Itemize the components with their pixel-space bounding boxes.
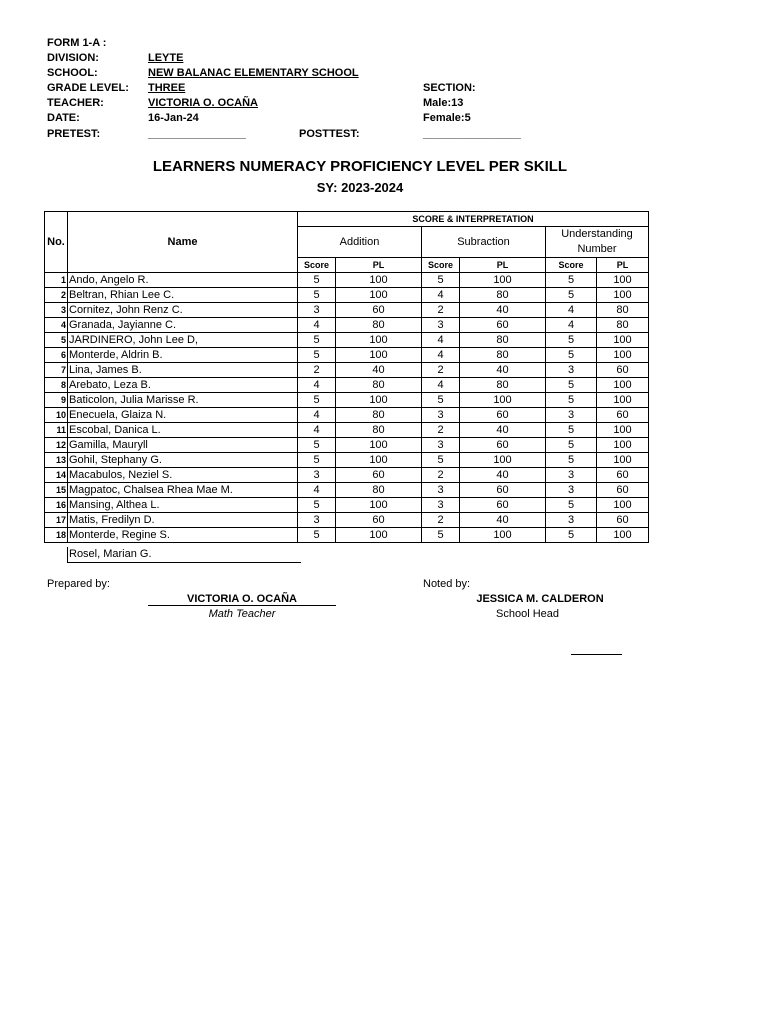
division-value: LEYTE: [148, 52, 184, 64]
table-row: [45, 453, 649, 468]
score-cell: 5: [298, 348, 336, 363]
score-cell: 3: [546, 513, 597, 528]
pl-cell: 60: [597, 513, 649, 528]
pl-cell: 100: [460, 273, 546, 288]
school-value: NEW BALANAC ELEMENTARY SCHOOL: [148, 67, 359, 79]
row-number: 17: [45, 513, 68, 528]
pl-cell: 100: [460, 393, 546, 408]
pl-cell: 100: [336, 273, 422, 288]
score-subheader: Score: [298, 258, 336, 273]
score-cell: 2: [422, 423, 460, 438]
extra-student-name: Rosel, Marian G.: [67, 547, 301, 563]
row-number: 6: [45, 348, 68, 363]
row-number: 14: [45, 468, 68, 483]
section-label: SECTION:: [423, 82, 476, 94]
student-name: Granada, Jayianne C.: [68, 318, 298, 333]
posttest-blank: ________________: [423, 128, 521, 140]
pl-cell: 100: [336, 333, 422, 348]
pl-cell: 80: [336, 483, 422, 498]
pl-cell: 100: [597, 333, 649, 348]
pl-cell: 100: [336, 498, 422, 513]
score-cell: 4: [546, 303, 597, 318]
pretest-label: PRETEST:: [47, 128, 101, 140]
pl-cell: 80: [336, 318, 422, 333]
date-label: DATE:: [47, 112, 80, 124]
pl-cell: 60: [597, 483, 649, 498]
pl-cell: 100: [336, 438, 422, 453]
table-row: [45, 483, 649, 498]
score-cell: 3: [298, 303, 336, 318]
table-row: [45, 528, 649, 543]
table-row: [45, 318, 649, 333]
score-cell: 3: [546, 408, 597, 423]
pl-cell: 40: [460, 513, 546, 528]
teacher-value: VICTORIA O. OCAÑA: [148, 97, 259, 109]
row-number: 9: [45, 393, 68, 408]
pl-cell: 40: [460, 468, 546, 483]
pl-cell: 60: [460, 408, 546, 423]
table-row: [45, 333, 649, 348]
prepared-by-label: Prepared by:: [47, 578, 110, 590]
pl-cell: 40: [460, 363, 546, 378]
student-name: Macabulos, Neziel S.: [68, 468, 298, 483]
name-header: Name: [68, 212, 298, 273]
score-cell: 3: [422, 483, 460, 498]
score-cell: 4: [546, 318, 597, 333]
pl-cell: 60: [460, 318, 546, 333]
score-cell: 4: [422, 333, 460, 348]
row-number: 18: [45, 528, 68, 543]
pl-cell: 80: [460, 378, 546, 393]
score-subheader: Score: [422, 258, 460, 273]
prepared-by-role: Math Teacher: [208, 608, 276, 620]
score-cell: 4: [422, 348, 460, 363]
score-cell: 5: [298, 528, 336, 543]
noted-by-name: JESSICA M. CALDERON: [476, 593, 604, 605]
row-number: 1: [45, 273, 68, 288]
row-number: 8: [45, 378, 68, 393]
pl-cell: 100: [597, 438, 649, 453]
pl-cell: 100: [336, 393, 422, 408]
table-row: [45, 348, 649, 363]
table-row: [45, 423, 649, 438]
noted-by-label: Noted by:: [423, 578, 471, 590]
date-value: 16-Jan-24: [148, 112, 199, 124]
pl-cell: 60: [597, 468, 649, 483]
score-cell: 5: [546, 288, 597, 303]
student-name: Arebato, Leza B.: [68, 378, 298, 393]
score-cell: 5: [546, 273, 597, 288]
page-title: LEARNERS NUMERACY PROFICIENCY LEVEL PER SKILL: [152, 158, 568, 175]
row-number: 5: [45, 333, 68, 348]
row-number: 10: [45, 408, 68, 423]
score-cell: 2: [422, 468, 460, 483]
pl-cell: 80: [460, 333, 546, 348]
score-cell: 4: [422, 378, 460, 393]
row-number: 15: [45, 483, 68, 498]
score-cell: 2: [422, 363, 460, 378]
row-number: 4: [45, 318, 68, 333]
row-number: 2: [45, 288, 68, 303]
score-cell: 5: [298, 393, 336, 408]
student-name: JARDINERO, John Lee D,: [68, 333, 298, 348]
pl-cell: 100: [597, 528, 649, 543]
student-name: Gohil, Stephany G.: [68, 453, 298, 468]
row-number: 12: [45, 438, 68, 453]
score-cell: 2: [422, 303, 460, 318]
student-name: Lina, James B.: [68, 363, 298, 378]
pretest-blank: ________________: [148, 128, 246, 140]
school-year: SY: 2023-2024: [316, 180, 404, 195]
table-row: [45, 288, 649, 303]
row-number: 3: [45, 303, 68, 318]
grade-level-value: THREE: [148, 82, 186, 94]
pl-cell: 100: [597, 273, 649, 288]
score-cell: 3: [422, 498, 460, 513]
score-cell: 4: [298, 483, 336, 498]
score-cell: 5: [298, 453, 336, 468]
pl-cell: 100: [597, 393, 649, 408]
score-cell: 5: [422, 393, 460, 408]
pl-cell: 100: [336, 453, 422, 468]
pl-cell: 100: [336, 528, 422, 543]
pl-cell: 100: [460, 528, 546, 543]
row-number: 13: [45, 453, 68, 468]
skill-header-subtraction: Subraction: [422, 227, 546, 258]
score-cell: 4: [298, 408, 336, 423]
pl-cell: 100: [336, 348, 422, 363]
pl-cell: 100: [597, 423, 649, 438]
pl-cell: 100: [336, 288, 422, 303]
male-count: Male:13: [423, 97, 464, 109]
table-row: [45, 513, 649, 528]
pl-cell: 100: [597, 348, 649, 363]
pl-subheader: PL: [336, 258, 422, 273]
student-name: Monterde, Aldrin B.: [68, 348, 298, 363]
score-cell: 5: [422, 453, 460, 468]
student-name: Mansing, Althea L.: [68, 498, 298, 513]
division-label: DIVISION:: [47, 52, 99, 64]
student-name: Beltran, Rhian Lee C.: [68, 288, 298, 303]
score-cell: 5: [546, 393, 597, 408]
pl-cell: 80: [336, 378, 422, 393]
pl-cell: 40: [336, 363, 422, 378]
score-cell: 5: [546, 528, 597, 543]
table-row: [45, 438, 649, 453]
signature-line: [571, 653, 622, 655]
score-cell: 5: [298, 288, 336, 303]
score-cell: 3: [546, 363, 597, 378]
school-label: SCHOOL:: [47, 67, 98, 79]
no-header: No.: [45, 212, 68, 273]
score-cell: 4: [298, 423, 336, 438]
table-row: [45, 393, 649, 408]
score-interpretation-header: SCORE & INTERPRETATION: [298, 212, 649, 227]
row-number: 16: [45, 498, 68, 513]
pl-cell: 80: [597, 318, 649, 333]
score-cell: 5: [298, 273, 336, 288]
score-cell: 5: [546, 453, 597, 468]
score-cell: 3: [422, 408, 460, 423]
student-name: Enecuela, Glaiza N.: [68, 408, 298, 423]
student-name: Cornitez, John Renz C.: [68, 303, 298, 318]
row-number: 11: [45, 423, 68, 438]
teacher-label: TEACHER:: [47, 97, 104, 109]
table-row: [45, 273, 649, 288]
score-cell: 4: [422, 288, 460, 303]
proficiency-table: [44, 211, 649, 543]
student-name: Monterde, Regine S.: [68, 528, 298, 543]
noted-by-role: School Head: [496, 608, 559, 620]
grade-level-label: GRADE LEVEL:: [47, 82, 129, 94]
student-name: Ando, Angelo R.: [68, 273, 298, 288]
pl-cell: 60: [597, 408, 649, 423]
score-cell: 3: [546, 468, 597, 483]
pl-cell: 60: [336, 468, 422, 483]
pl-cell: 60: [460, 438, 546, 453]
score-cell: 5: [298, 438, 336, 453]
score-cell: 5: [546, 348, 597, 363]
score-cell: 5: [546, 333, 597, 348]
score-cell: 4: [298, 318, 336, 333]
student-name: Gamilla, Mauryll: [68, 438, 298, 453]
score-cell: 5: [546, 438, 597, 453]
pl-cell: 100: [597, 453, 649, 468]
pl-subheader: PL: [597, 258, 649, 273]
score-cell: 5: [546, 378, 597, 393]
score-cell: 3: [298, 468, 336, 483]
pl-cell: 80: [460, 288, 546, 303]
score-cell: 5: [298, 498, 336, 513]
score-cell: 3: [422, 318, 460, 333]
score-cell: 5: [546, 423, 597, 438]
table-row: [45, 408, 649, 423]
pl-cell: 100: [597, 498, 649, 513]
pl-cell: 80: [336, 408, 422, 423]
table-row: [45, 363, 649, 378]
pl-cell: 60: [460, 483, 546, 498]
student-name: Baticolon, Julia Marisse R.: [68, 393, 298, 408]
student-name: Matis, Fredilyn D.: [68, 513, 298, 528]
pl-cell: 80: [336, 423, 422, 438]
skill-header-understanding-number: Understanding Number: [546, 227, 649, 258]
pl-cell: 100: [597, 288, 649, 303]
pl-cell: 60: [336, 303, 422, 318]
score-cell: 4: [298, 378, 336, 393]
score-cell: 5: [546, 498, 597, 513]
pl-cell: 60: [460, 498, 546, 513]
table-row: [45, 498, 649, 513]
posttest-label: POSTTEST:: [299, 128, 360, 140]
score-cell: 3: [298, 513, 336, 528]
pl-cell: 100: [460, 453, 546, 468]
score-cell: 5: [422, 273, 460, 288]
pl-cell: 60: [336, 513, 422, 528]
pl-cell: 80: [597, 303, 649, 318]
pl-cell: 100: [597, 378, 649, 393]
female-count: Female:5: [423, 112, 471, 124]
table-row: [45, 378, 649, 393]
score-cell: 2: [298, 363, 336, 378]
table-row: [45, 303, 649, 318]
table-row: [45, 468, 649, 483]
row-number: 7: [45, 363, 68, 378]
pl-subheader: PL: [460, 258, 546, 273]
student-name: Escobal, Danica L.: [68, 423, 298, 438]
score-subheader: Score: [546, 258, 597, 273]
score-cell: 5: [422, 528, 460, 543]
pl-cell: 80: [460, 348, 546, 363]
score-cell: 3: [546, 483, 597, 498]
prepared-by-name: VICTORIA O. OCAÑA: [148, 593, 336, 606]
pl-cell: 60: [597, 363, 649, 378]
skill-header-addition: Addition: [298, 227, 422, 258]
header-row-1: [45, 212, 649, 227]
student-name: Magpatoc, Chalsea Rhea Mae M.: [68, 483, 298, 498]
pl-cell: 40: [460, 303, 546, 318]
score-cell: 3: [422, 438, 460, 453]
form-label: FORM 1-A :: [47, 37, 107, 49]
pl-cell: 40: [460, 423, 546, 438]
score-cell: 5: [298, 333, 336, 348]
score-cell: 2: [422, 513, 460, 528]
